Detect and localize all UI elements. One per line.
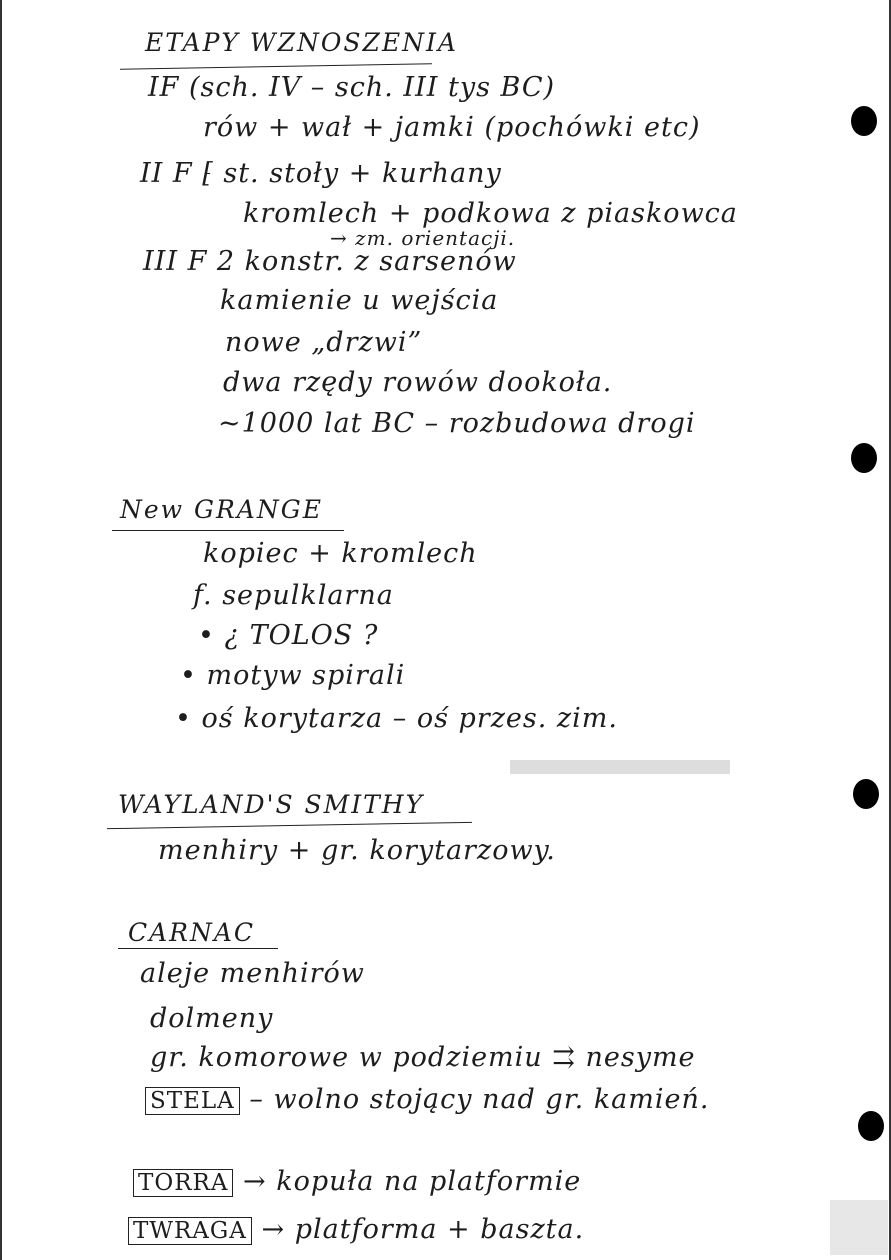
title-underline xyxy=(118,948,278,949)
note-line: kamienie u wejścia xyxy=(220,285,499,316)
note-text: → platforma + baszta. xyxy=(261,1214,585,1245)
note-line: gr. komorowe w podziemiu ⇉ nesyme xyxy=(150,1042,696,1073)
punch-hole xyxy=(851,443,877,473)
title-underline xyxy=(112,530,344,531)
note-text: → kopuła na platformie xyxy=(243,1166,582,1197)
punch-hole xyxy=(858,1111,884,1141)
note-line: dolmeny xyxy=(150,1003,274,1034)
note-line-stela xyxy=(145,1084,709,1115)
note-line: dwa rzędy rowów dookoła. xyxy=(223,367,613,398)
note-line: • motyw spirali xyxy=(180,660,406,691)
note-line: menhiry + gr. korytarzowy. xyxy=(158,835,556,866)
title-underline xyxy=(120,63,432,69)
boxed-label-twraga: TWRAGA xyxy=(128,1217,252,1245)
note-line-torra xyxy=(133,1166,581,1197)
scan-noise xyxy=(510,760,730,774)
punch-hole xyxy=(851,106,877,136)
section-title-new-grange: New GRANGE xyxy=(120,495,323,524)
punch-hole xyxy=(853,779,879,809)
note-line: kopiec + kromlech xyxy=(203,538,478,569)
note-line-twraga xyxy=(128,1214,584,1245)
boxed-label-stela: STELA xyxy=(145,1087,240,1115)
left-page-edge xyxy=(0,0,2,1260)
section-title-waylands-smithy: WAYLAND'S SMITHY xyxy=(118,790,425,819)
scan-noise xyxy=(830,1200,888,1255)
note-line: • oś korytarza – oś przes. zim. xyxy=(175,703,618,734)
note-text: – wolno stojący nad gr. kamień. xyxy=(249,1084,710,1115)
note-line: aleje menhirów xyxy=(140,958,365,989)
boxed-label-torra: TORRA xyxy=(133,1169,233,1197)
note-line: → zm. orientacji. xyxy=(330,226,516,250)
note-line: f. sepulklarna xyxy=(193,580,394,611)
note-line: • ¿ TOLOS ? xyxy=(198,620,379,651)
note-line: rów + wał + jamki (pochówki etc) xyxy=(203,112,701,143)
note-line: IF (sch. IV – sch. III tys BC) xyxy=(148,72,556,103)
section-title-etapy: ETAPY WZNOSZENIA xyxy=(145,28,458,57)
section-title-carnac: CARNAC xyxy=(128,918,256,947)
note-line: II F ⁅ st. stoły + kurhany xyxy=(140,158,502,189)
note-line: kromlech + podkowa z piaskowca xyxy=(243,198,738,229)
note-line: III F 2 konstr. z sarsenów xyxy=(143,246,517,277)
note-line: nowe „drzwi” xyxy=(225,327,423,358)
note-line: ~1000 lat BC – rozbudowa drogi xyxy=(218,408,696,439)
title-underline xyxy=(107,822,472,829)
